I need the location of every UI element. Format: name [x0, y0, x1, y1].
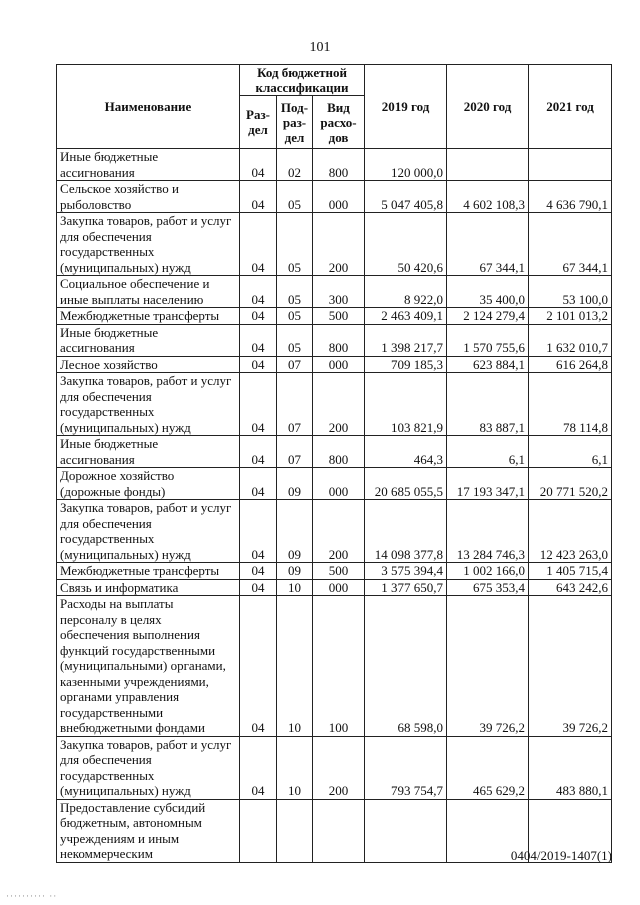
row-podrazdel: 05: [277, 213, 313, 276]
row-value-2020: 2 124 279,4: [447, 308, 529, 325]
row-podrazdel: 05: [277, 324, 313, 356]
budget-table: [56, 64, 612, 863]
row-value-2020: 465 629,2: [447, 736, 529, 799]
row-value-2020: 39 726,2: [447, 596, 529, 737]
row-name: Предоставление субсидий бюджетным, автономным учреждениям и иным некоммерческим: [57, 799, 240, 862]
table-row: [57, 436, 612, 468]
table-row: [57, 579, 612, 596]
header-code-group: Код бюджетной классификации: [240, 65, 365, 96]
row-name: Закупка товаров, работ и услуг для обеспечения государственных (муниципальных) нужд: [57, 736, 240, 799]
document-code: 0404/2019-1407(1): [510, 848, 612, 863]
row-razdel: 04: [240, 373, 277, 436]
row-podrazdel: 05: [277, 276, 313, 308]
header-2019: 2019 год: [365, 65, 447, 149]
row-value-2021: 2 101 013,2: [529, 308, 612, 325]
header-razdel: Раз- дел: [240, 96, 277, 149]
row-vid: 200: [313, 736, 365, 799]
row-vid: 300: [313, 276, 365, 308]
row-value-2019: 68 598,0: [365, 596, 447, 737]
table-row: [57, 149, 612, 181]
row-vid: 000: [313, 181, 365, 213]
row-vid: 200: [313, 500, 365, 563]
row-podrazdel: 05: [277, 308, 313, 325]
row-razdel: 04: [240, 596, 277, 737]
page-number: 101: [309, 40, 331, 55]
row-name: Иные бюджетные ассигнования: [57, 149, 240, 181]
row-value-2019: 2 463 409,1: [365, 308, 447, 325]
row-name: Дорожное хозяйство (дорожные фонды): [57, 468, 240, 500]
header-2020: 2020 год: [447, 65, 529, 149]
row-vid: 000: [313, 356, 365, 373]
row-vid: 100: [313, 596, 365, 737]
row-value-2021: 643 242,6: [529, 579, 612, 596]
row-vid: 800: [313, 324, 365, 356]
row-value-2019: 464,3: [365, 436, 447, 468]
row-podrazdel: 02: [277, 149, 313, 181]
row-value-2019: 793 754,7: [365, 736, 447, 799]
row-name: Расходы на выплаты персоналу в целях обеспечения выполнения функций государственными (муниципальными) органами, казенными учреждениями, органами управления государственными внебюджетными фондами: [57, 596, 240, 737]
row-razdel: 04: [240, 500, 277, 563]
row-value-2021: 6,1: [529, 436, 612, 468]
row-vid: 200: [313, 373, 365, 436]
row-name: Иные бюджетные ассигнования: [57, 436, 240, 468]
row-value-2020: 13 284 746,3: [447, 500, 529, 563]
row-name: Закупка товаров, работ и услуг для обеспечения государственных (муниципальных) нужд: [57, 213, 240, 276]
row-value-2021: 12 423 263,0: [529, 500, 612, 563]
row-name: Закупка товаров, работ и услуг для обеспечения государственных (муниципальных) нужд: [57, 373, 240, 436]
row-value-2020: 35 400,0: [447, 276, 529, 308]
row-name: Сельское хозяйство и рыболовство: [57, 181, 240, 213]
header-vid: Вид расхо- дов: [313, 96, 365, 149]
row-podrazdel: 07: [277, 373, 313, 436]
table-row: [57, 563, 612, 580]
row-value-2021: 4 636 790,1: [529, 181, 612, 213]
row-value-2020: 623 884,1: [447, 356, 529, 373]
row-name: Лесное хозяйство: [57, 356, 240, 373]
row-value-2019: 5 047 405,8: [365, 181, 447, 213]
row-vid: 500: [313, 308, 365, 325]
row-name: Межбюджетные трансферты: [57, 563, 240, 580]
row-vid: 000: [313, 468, 365, 500]
row-value-2020: 1 002 166,0: [447, 563, 529, 580]
table-row: [57, 213, 612, 276]
row-razdel: 04: [240, 356, 277, 373]
row-vid: 500: [313, 563, 365, 580]
row-razdel: 04: [240, 149, 277, 181]
row-podrazdel: 05: [277, 181, 313, 213]
row-razdel: [240, 799, 277, 862]
row-value-2019: 14 098 377,8: [365, 500, 447, 563]
row-razdel: 04: [240, 736, 277, 799]
row-podrazdel: 07: [277, 436, 313, 468]
row-value-2019: 1 398 217,7: [365, 324, 447, 356]
row-value-2021: 67 344,1: [529, 213, 612, 276]
row-value-2021: [529, 149, 612, 181]
row-razdel: 04: [240, 181, 277, 213]
row-name: Межбюджетные трансферты: [57, 308, 240, 325]
row-vid: 800: [313, 149, 365, 181]
row-value-2020: 17 193 347,1: [447, 468, 529, 500]
row-vid: 200: [313, 213, 365, 276]
row-name: Связь и информатика: [57, 579, 240, 596]
row-razdel: 04: [240, 308, 277, 325]
row-value-2019: 120 000,0: [365, 149, 447, 181]
row-razdel: 04: [240, 324, 277, 356]
row-podrazdel: 09: [277, 500, 313, 563]
table-row: [57, 356, 612, 373]
table-row: [57, 276, 612, 308]
row-value-2019: 50 420,6: [365, 213, 447, 276]
row-vid: 800: [313, 436, 365, 468]
row-value-2021: 78 114,8: [529, 373, 612, 436]
row-razdel: 04: [240, 468, 277, 500]
row-value-2021: 1 632 010,7: [529, 324, 612, 356]
table-row: [57, 373, 612, 436]
row-value-2020: 1 570 755,6: [447, 324, 529, 356]
row-vid: [313, 799, 365, 862]
row-value-2020: [447, 149, 529, 181]
row-razdel: 04: [240, 276, 277, 308]
row-value-2020: 4 602 108,3: [447, 181, 529, 213]
row-vid: 000: [313, 579, 365, 596]
scan-mark: ·········· ··: [6, 891, 58, 901]
header-podrazdel: Под- раз- дел: [277, 96, 313, 149]
header-2021: 2021 год: [529, 65, 612, 149]
row-podrazdel: 07: [277, 356, 313, 373]
row-razdel: 04: [240, 213, 277, 276]
row-podrazdel: 10: [277, 579, 313, 596]
row-podrazdel: 09: [277, 468, 313, 500]
row-podrazdel: 10: [277, 596, 313, 737]
header-row-1: [57, 65, 612, 96]
row-razdel: 04: [240, 563, 277, 580]
table-row: [57, 500, 612, 563]
row-value-2020: 675 353,4: [447, 579, 529, 596]
row-razdel: 04: [240, 579, 277, 596]
row-value-2019: 3 575 394,4: [365, 563, 447, 580]
row-value-2021: 20 771 520,2: [529, 468, 612, 500]
row-value-2020: 6,1: [447, 436, 529, 468]
row-value-2021: 1 405 715,4: [529, 563, 612, 580]
row-value-2021: 53 100,0: [529, 276, 612, 308]
row-value-2019: 103 821,9: [365, 373, 447, 436]
row-podrazdel: 09: [277, 563, 313, 580]
row-value-2021: 483 880,1: [529, 736, 612, 799]
header-name: Наименование: [57, 65, 240, 149]
table-row: [57, 596, 612, 737]
row-value-2019: 8 922,0: [365, 276, 447, 308]
row-podrazdel: [277, 799, 313, 862]
row-value-2019: 1 377 650,7: [365, 579, 447, 596]
row-podrazdel: 10: [277, 736, 313, 799]
table-row: [57, 324, 612, 356]
row-value-2020: 67 344,1: [447, 213, 529, 276]
row-value-2019: 709 185,3: [365, 356, 447, 373]
row-name: Закупка товаров, работ и услуг для обеспечения государственных (муниципальных) нужд: [57, 500, 240, 563]
row-value-2021: 616 264,8: [529, 356, 612, 373]
row-value-2019: [365, 799, 447, 862]
row-name: Социальное обеспечение и иные выплаты населению: [57, 276, 240, 308]
row-value-2019: 20 685 055,5: [365, 468, 447, 500]
row-name: Иные бюджетные ассигнования: [57, 324, 240, 356]
table-row: [57, 468, 612, 500]
row-value-2020: 83 887,1: [447, 373, 529, 436]
table-row: [57, 181, 612, 213]
table-row: [57, 736, 612, 799]
row-value-2021: 39 726,2: [529, 596, 612, 737]
table-row: [57, 308, 612, 325]
row-razdel: 04: [240, 436, 277, 468]
